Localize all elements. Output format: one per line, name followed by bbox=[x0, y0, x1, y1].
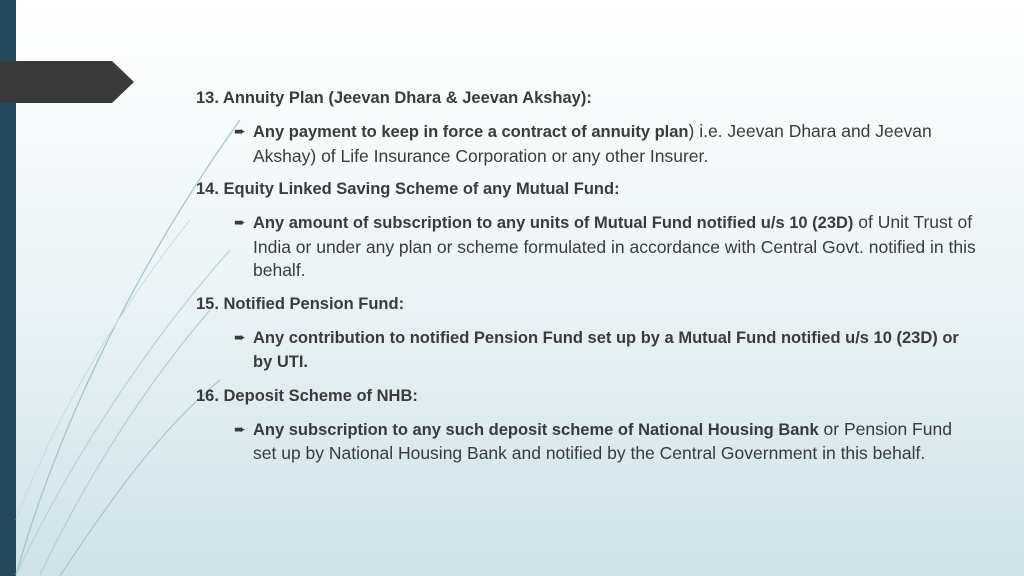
bullet-bold-text: Any subscription to any such deposit scheme of National Housing Bank bbox=[253, 420, 819, 439]
section-heading-15: 15. Notified Pension Fund: bbox=[196, 294, 405, 313]
section-heading-14: 14. Equity Linked Saving Scheme of any Mutual Fund: bbox=[196, 180, 620, 198]
bullet-bold-text: Any payment to keep in force a contract of annuity plan bbox=[253, 123, 689, 141]
bullet-bold-text: Any amount of subscription to any units of Mutual Fund notified u/s 10 (23D) bbox=[253, 214, 854, 232]
arrow-right-icon: ➨ bbox=[234, 214, 246, 230]
bullet-text: or Pension Fund set up by National Housing Bank and notified by the Central Government in this behalf. bbox=[253, 418, 952, 463]
bullet-text: ) i.e. Jeevan Dhara and Jeevan Akshay) of Life Insurance Corporation or any other Insurer. bbox=[253, 121, 932, 166]
arrow-right-icon: ➨ bbox=[234, 420, 246, 437]
slide-content bbox=[196, 87, 976, 476]
bullet-text: of Unit Trust of India or under any plan or scheme formulated in accordance with Central Govt. notified in this behalf. bbox=[253, 212, 976, 280]
section-heading-13: 13. Annuity Plan (Jeevan Dhara & Jeevan Akshay): bbox=[196, 89, 592, 107]
bullet-item-16 bbox=[196, 418, 976, 466]
bullet-item-13 bbox=[196, 120, 976, 168]
arrow-right-icon: ➨ bbox=[234, 123, 246, 139]
bullet-item-15 bbox=[196, 326, 976, 375]
bullet-bold-text: Any contribution to notified Pension Fund set up by a Mutual Fund notified u/s 10 (23D) or by UTI. bbox=[253, 328, 959, 371]
arrow-right-icon: ➨ bbox=[234, 328, 246, 345]
bullet-item-14 bbox=[196, 211, 976, 283]
tab-marker bbox=[0, 61, 134, 103]
section-heading-16: 16. Deposit Scheme of NHB: bbox=[196, 386, 418, 405]
